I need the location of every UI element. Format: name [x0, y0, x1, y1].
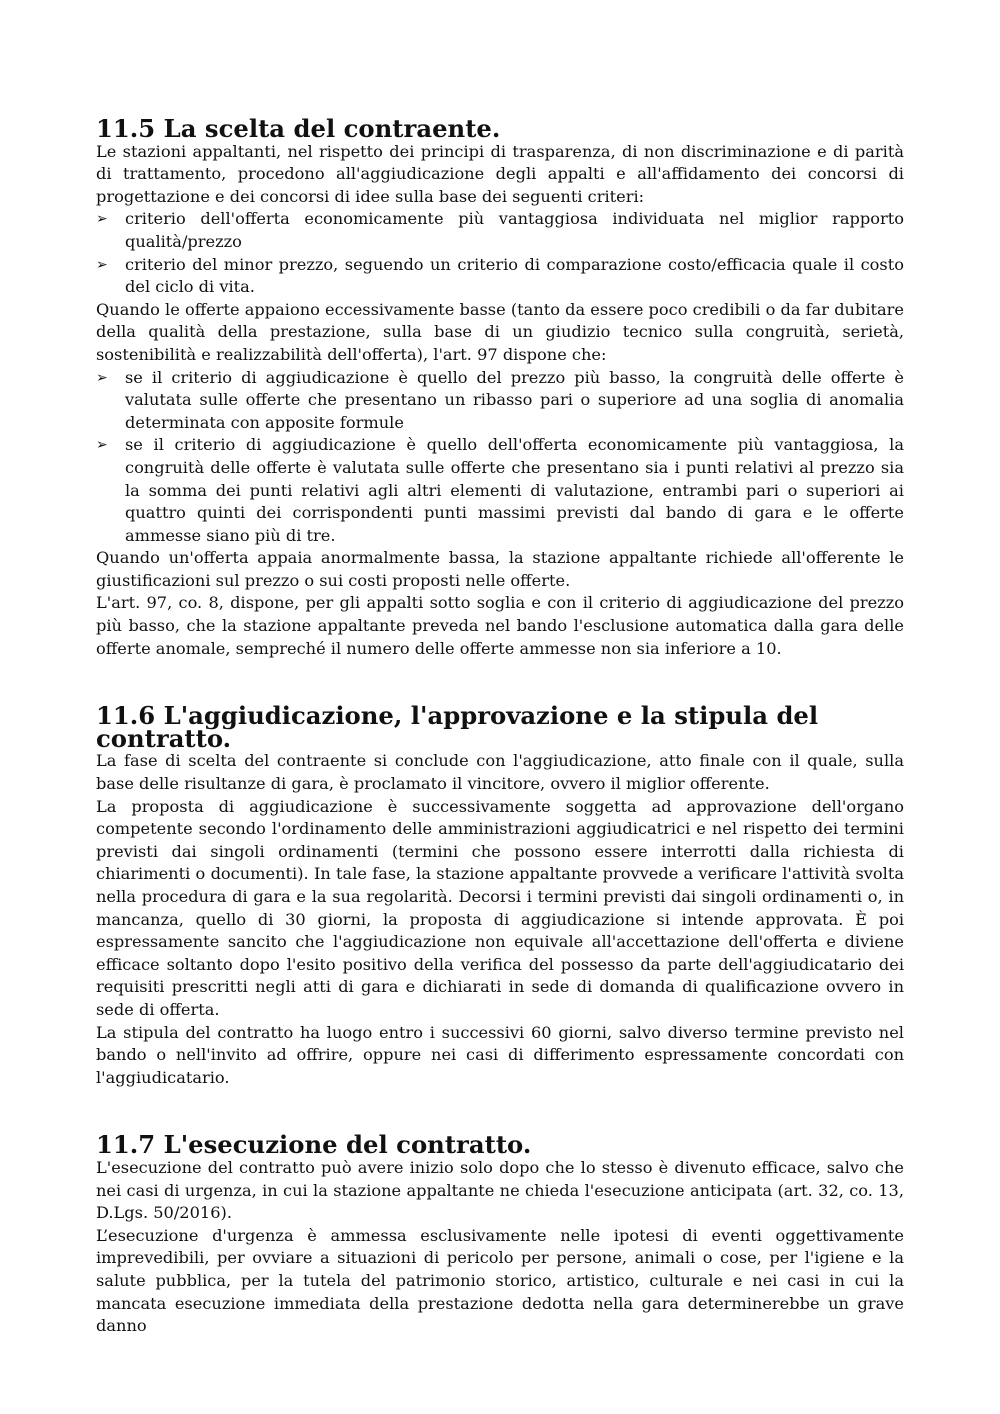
list-item-text: criterio del minor prezzo, seguendo un criterio di comparazione costo/efficacia quale il costo del ciclo di vita.: [125, 254, 904, 297]
paragraph: La stipula del contratto ha luogo entro i successivi 60 giorni, salvo diverso termine previsto nel bando o nell'invito ad offrire, oppure nei casi di differimento espressamente concordati con l'aggiudicatario.: [96, 1022, 904, 1087]
paragraph: L’esecuzione d'urgenza è ammessa esclusivamente nelle ipotesi di eventi oggettivamente imprevedibili, per ovviare a situazioni di pericolo per persone, animali o cose, per l'igiene e la salute pubblica, per la tutela del patrimonio storico, artistico, culturale e nei casi in cui la mancata esecuzione immediata della prestazione dedotta nella gara determinerebbe un grave danno: [96, 1225, 904, 1336]
list-item: [96, 434, 904, 547]
section-heading: 11.7 L'esecuzione del contratto.: [96, 1130, 532, 1160]
arrow-bullet-icon: ➢: [96, 256, 108, 273]
arrow-bullet-icon: ➢: [96, 437, 108, 454]
paragraph: Le stazioni appaltanti, nel rispetto dei principi di trasparenza, di non discriminazione e di parità di trattamento, procedono all'aggiudicazione degli appalti e all'affidamento dei concorsi di progettazione e dei concorsi di idee sulla base dei seguenti criteri:: [96, 141, 904, 206]
paragraph: La proposta di aggiudicazione è successivamente soggetta ad approvazione dell'organo competente secondo l'ordinamento delle amministrazioni aggiudicatrici e nel rispetto dei termini previsti dai singoli ordinamenti (termini che possono essere interrotti dalla richiesta di chiarimenti o documenti). In tale fase, la stazione appaltante provvede a verificare l'attività svolta nella procedura di gara e la sua regolarità. Decorsi i termini previsti dai singoli ordinamenti o, in mancanza, quello di 30 giorni, la proposta di aggiudicazione si intende approvata. È poi espressamente sancito che l'aggiudicazione non equivale all'accettazione dell'offerta e diviene efficace soltanto dopo l'esito positivo della verifica del possesso da parte dell'aggiudicatario dei requisiti prescritti negli atti di gara e dichiarati in sede di domanda di qualificazione ovvero in sede di offerta.: [96, 796, 904, 1019]
paragraph: Quando le offerte appaiono eccessivamente basse (tanto da essere poco credibili o da far dubitare della qualità della prestazione, sulla base di un giudizio tecnico sulla congruità, serietà, sostenibilità e realizzabilità dell'offerta), l'art. 97 dispone che:: [96, 299, 904, 364]
paragraph: Quando un'offerta appaia anormalmente bassa, la stazione appaltante richiede all'offerente le giustificazioni sul prezzo o sui costi proposti nelle offerte.: [96, 548, 904, 590]
list-item: [96, 254, 904, 299]
bullet-list: [96, 208, 904, 298]
bullet-list: [96, 367, 904, 548]
section-spacer: [96, 660, 904, 705]
section-heading: 11.5 La scelta del contraente.: [96, 114, 501, 143]
list-item: [96, 367, 904, 435]
list-item: [96, 208, 904, 253]
document-page: [96, 114, 904, 1338]
section-11-6: [96, 701, 904, 1089]
section-heading: 11.6 L'aggiudicazione, l'approvazione e la stipula del contratto.: [96, 701, 819, 753]
paragraph: L'art. 97, co. 8, dispone, per gli appalti sotto soglia e con il criterio di aggiudicazione del prezzo più basso, che la stazione appaltante preveda nel bando l'esclusione automatica dalla gara delle offerte anomale, sempreché il numero delle offerte ammesse non sia inferiore a 10.: [96, 593, 904, 658]
section-spacer: [96, 1089, 904, 1134]
arrow-bullet-icon: ➢: [96, 211, 108, 228]
list-item-text: se il criterio di aggiudicazione è quello del prezzo più basso, la congruità delle offerte è valutata sulle offerte che presentano un ribasso pari o superiore ad una soglia di anomalia determinata con apposite formule: [125, 367, 904, 432]
paragraph: L'esecuzione del contratto può avere inizio solo dopo che lo stesso è divenuto efficace, salvo che nei casi di urgenza, in cui la stazione appaltante ne chieda l'esecuzione anticipata (art. 32, co. 13, D.Lgs. 50/2016).: [96, 1157, 904, 1223]
section-11-7: [96, 1130, 904, 1337]
list-item-text: criterio dell'offerta economicamente più vantaggiosa individuata nel miglior rapporto qualità/prezzo: [125, 209, 904, 251]
arrow-bullet-icon: ➢: [96, 369, 108, 386]
section-11-5: [96, 114, 904, 660]
list-item-text: se il criterio di aggiudicazione è quello dell'offerta economicamente più vantaggiosa, la congruità delle offerte è valutata sulle offerte che presentano sia i punti relativi al prezzo sia la somma dei punti relativi agli altri elementi di valutazione, entrambi pari o superiori ai quattro quinti dei corrispondenti punti massimi previsti dal bando di gara e le offerte ammesse siano più di tre.: [125, 435, 904, 545]
paragraph: La fase di scelta del contraente si conclude con l'aggiudicazione, atto finale con il quale, sulla base delle risultanze di gara, è proclamato il vincitore, ovvero il miglior offerente.: [96, 751, 904, 794]
